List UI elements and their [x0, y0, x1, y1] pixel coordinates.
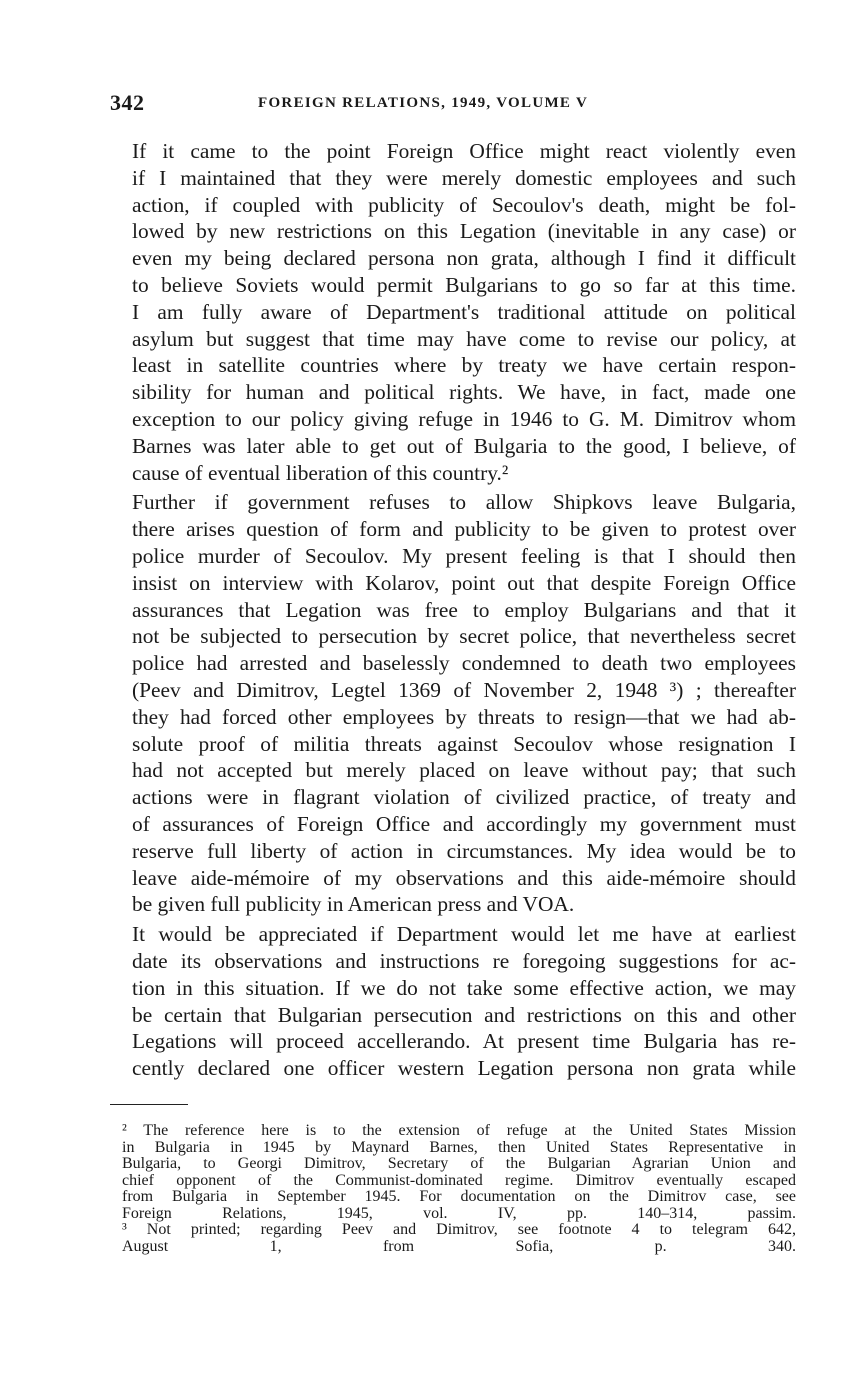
paragraph-3	[108, 921, 796, 1082]
footnote-line: from Bulgaria in September 1945. For documentation on the Dimitrov case, see	[122, 1188, 796, 1205]
footnote-2	[108, 1123, 796, 1222]
text-line: sibility for human and political rights. We have, in fact, made one	[132, 380, 796, 405]
footnote-line: Bulgaria, to Georgi Dimitrov, Secretary of the Bulgarian Agrarian Union and	[122, 1155, 796, 1172]
text-line: to believe Soviets would permit Bulgarians to go so far at this time.	[132, 272, 796, 297]
footnote-line: in Bulgaria in 1945 by Maynard Barnes, then United States Representative in	[122, 1138, 796, 1156]
body-text	[108, 138, 796, 1082]
text-line: had not accepted but merely placed on leave without pay; that such	[132, 758, 796, 783]
text-line: reserve full liberty of action in circumstances. My idea would be to	[132, 838, 796, 863]
footnote-line: ³ Not printed; regarding Peev and Dimitrov, see footnote 4 to telegram 642,	[122, 1221, 796, 1238]
text-line: Barnes was later able to get out of Bulgaria to the good, I believe, of	[132, 433, 796, 458]
paragraph-2	[108, 489, 796, 918]
text-line: action, if coupled with publicity of Secoulov's death, might be fol-	[132, 192, 796, 217]
running-head: FOREIGN RELATIONS, 1949, VOLUME V	[258, 95, 589, 111]
text-line: leave aide-mémoire of my observations and this aide-mémoire should	[132, 865, 796, 890]
text-line: they had forced other employees by threats to resign—that we had ab-	[132, 704, 796, 729]
text-line: police had arrested and baselessly condemned to death two employees	[132, 651, 796, 676]
footnote-line: August 1, from Sofia, p. 340.	[122, 1237, 796, 1255]
text-line: tion in this situation. If we do not take some effective action, we may	[132, 975, 796, 1000]
text-line: not be subjected to persecution by secret police, that nevertheless secret	[132, 624, 796, 649]
text-line: insist on interview with Kolarov, point out that despite Foreign Office	[132, 570, 796, 595]
text-line: date its observations and instructions re foregoing suggestions for ac-	[132, 948, 796, 973]
text-line: (Peev and Dimitrov, Legtel 1369 of November 2, 1948 ³) ; thereafter	[132, 677, 796, 702]
text-line: lowed by new restrictions on this Legation (inevitable in any case) or	[132, 219, 796, 244]
text-line: of assurances of Foreign Office and accordingly my government must	[132, 811, 796, 836]
text-line: I am fully aware of Department's traditional attitude on political	[132, 299, 796, 324]
text-line: actions were in flagrant violation of civilized practice, of treaty and	[132, 785, 796, 810]
footnote-line: chief opponent of the Communist-dominated regime. Dimitrov eventually escaped	[122, 1171, 796, 1189]
text-line: least in satellite countries where by treaty we have certain respon-	[132, 353, 796, 378]
footnote-3	[108, 1222, 796, 1255]
text-line: exception to our policy giving refuge in 1946 to G. M. Dimitrov whom	[132, 406, 796, 431]
text-line: Legations will proceed accellerando. At present time Bulgaria has re-	[132, 1029, 796, 1054]
text-line: If it came to the point Foreign Office might react violently even	[132, 139, 796, 163]
text-line: Further if government refuses to allow Shipkovs leave Bulgaria,	[132, 490, 796, 515]
text-line: if I maintained that they were merely domestic employees and such	[132, 165, 796, 190]
text-line: cently declared one officer western Legation persona non grata while	[132, 1056, 796, 1081]
text-line: asylum but suggest that time may have come to revise our policy, at	[132, 326, 796, 351]
text-line: police murder of Secoulov. My present feeling is that I should then	[132, 543, 796, 568]
footnote-divider	[110, 1104, 188, 1105]
page-header	[110, 90, 800, 124]
footnote-line: Foreign Relations, 1945, vol. IV, pp. 140–314, passim.	[122, 1204, 796, 1222]
text-line: solute proof of militia threats against Secoulov whose resignation I	[132, 731, 796, 756]
text-line: even my being declared persona non grata, although I find it difficult	[132, 246, 796, 271]
text-line: cause of eventual liberation of this country.²	[132, 460, 509, 485]
footnotes	[108, 1123, 796, 1255]
text-line: be given full publicity in American press and VOA.	[132, 892, 575, 917]
paragraph-1	[108, 138, 796, 486]
footnote-line: ² The reference here is to the extension of refuge at the United States Mission	[122, 1122, 796, 1139]
text-line: be certain that Bulgarian persecution and restrictions on this and other	[132, 1002, 796, 1027]
text-line: It would be appreciated if Department would let me have at earliest	[132, 922, 796, 947]
text-line: assurances that Legation was free to employ Bulgarians and that it	[132, 597, 796, 622]
page-number: 342	[110, 90, 145, 115]
text-line: there arises question of form and publicity to be given to protest over	[132, 517, 796, 542]
